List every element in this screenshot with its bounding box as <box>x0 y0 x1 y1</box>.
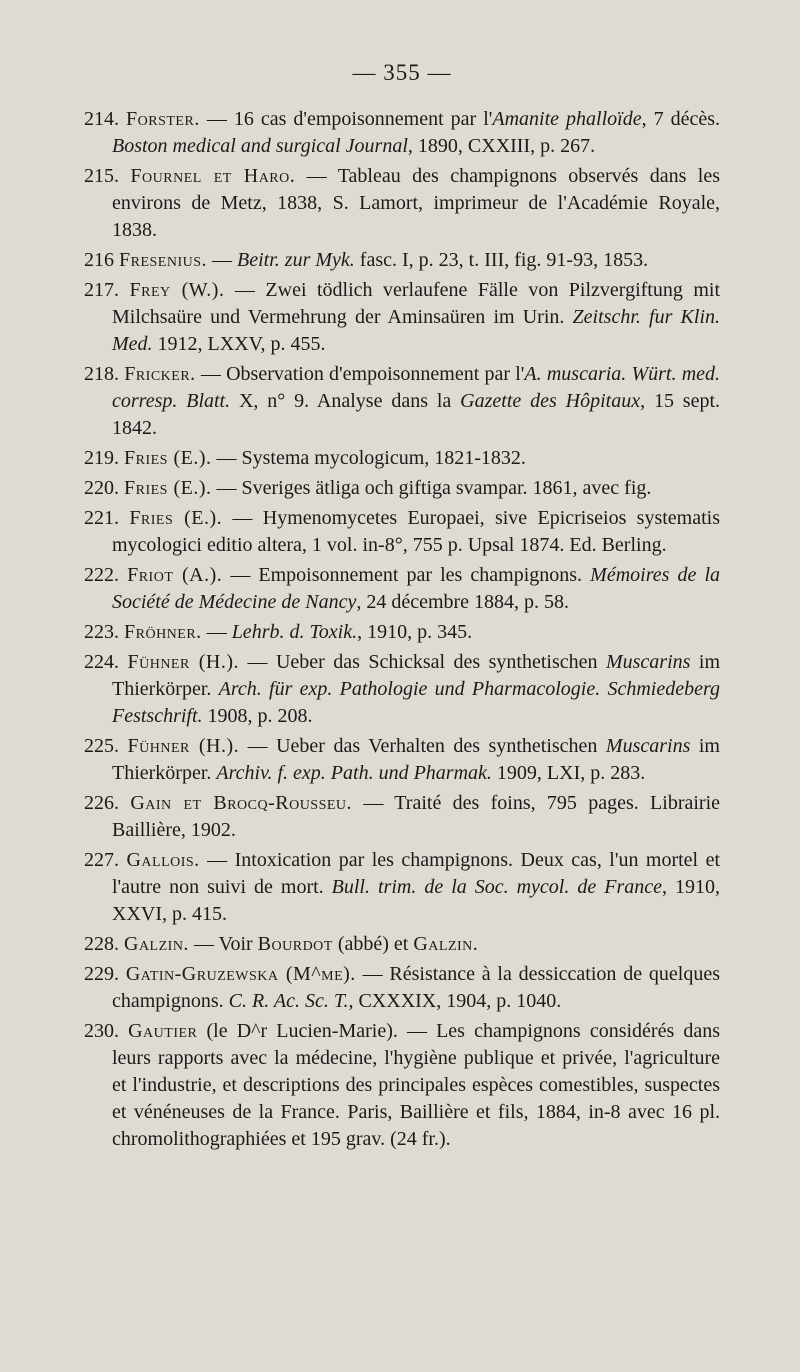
entry-body-text: — Tableau des champignons observés dans les environs de Metz, 1838, S. Lamort, imprimeur de l'Académie Royale, 1838. <box>112 165 720 241</box>
entry-author: Fournel et Haro. <box>130 165 296 187</box>
bibliography-entry <box>84 475 720 502</box>
entry-body-text: Bourdot <box>257 933 333 955</box>
entry-text <box>84 790 720 844</box>
entry-body-text: 1909, LXI, p. 283. <box>491 762 646 784</box>
entry-author: Gautier <box>128 1020 198 1042</box>
entry-body-text: , CXXXIX, 1904, p. 1040. <box>348 990 562 1012</box>
entry-text <box>84 931 720 958</box>
bibliography-entry <box>84 505 720 559</box>
entry-number: 222. <box>84 564 128 586</box>
entry-body-text: , 24 décembre 1884, p. 58. <box>356 591 570 613</box>
entry-author: Frey (W.). <box>129 279 225 301</box>
entry-number: 227. <box>84 849 127 871</box>
entry-number: 220. <box>84 477 124 499</box>
entry-body-text: — Voir <box>188 933 258 955</box>
bibliography-entry <box>84 562 720 616</box>
entry-text <box>84 1018 720 1153</box>
entry-body-text: Galzin. <box>413 933 479 955</box>
entry-number: 221. <box>84 507 130 529</box>
entry-body-text: — Ueber das Schicksal des synthetischen <box>239 651 606 673</box>
entry-number: 225. <box>84 735 128 757</box>
bibliography-entry <box>84 163 720 244</box>
entry-italic-text: Amanite phalloïde <box>492 108 642 130</box>
entry-body-text: (abbé) et <box>332 933 414 955</box>
entry-text <box>84 106 720 160</box>
entry-author: Fühner (H.). <box>127 651 240 673</box>
entry-body-text: , 1910, p. 345. <box>357 621 473 643</box>
bibliography-entry <box>84 106 720 160</box>
entry-italic-text: Beitr. zur Myk. <box>237 249 355 271</box>
entry-italic-text: Bull. trim. de la Soc. mycol. de France <box>331 876 662 898</box>
entry-text <box>84 562 720 616</box>
entry-number: 218. <box>84 363 125 385</box>
entry-text <box>84 847 720 928</box>
entry-text <box>84 649 720 730</box>
entry-number: 229. <box>84 963 126 985</box>
entry-number: 219. <box>84 447 124 469</box>
entry-italic-text: Lehrb. d. Toxik. <box>231 621 358 643</box>
entry-italic-text: Archiv. f. exp. Path. und Pharmak. <box>216 762 492 784</box>
entry-author: Fühner (H.). <box>127 735 240 757</box>
entry-body-text: im Thierkörper. <box>112 651 720 700</box>
entry-author: Friot (A.). <box>127 564 223 586</box>
entry-body-text: (le D^r Lucien-Marie). — Les champignons considérés dans leurs rapports avec la médecine, l'hygiène publique et privée, l'agriculture et l'industrie, et descriptions des principales espèces comestibles, suspectes et vénéneuses de la France. Paris, Baillière et fils, 1884, in-8 avec 16 pl. chromolithographiées et 195 grav. (24 fr.). <box>112 1020 720 1150</box>
bibliography-entry <box>84 649 720 730</box>
bibliography-entry <box>84 790 720 844</box>
bibliography-entry <box>84 961 720 1015</box>
bibliography-entry <box>84 733 720 787</box>
bibliography-entry <box>84 1018 720 1153</box>
entry-author: Fries (E.). <box>124 477 212 499</box>
entry-body-text: X, n° 9. Analyse dans la <box>230 390 461 412</box>
entry-body-text: — Hymenomycetes Europaei, sive Epicriseios systematis mycologici editio altera, 1 vol. in-8°, 755 p. Upsal 1874. Ed. Berling. <box>112 507 720 556</box>
entry-body-text: — <box>207 249 238 271</box>
entry-body-text: , 7 décès. <box>641 108 721 130</box>
entry-body-text: — Intoxication par les champignons. Deux cas, l'un mortel et l'autre non suivi de mort. <box>112 849 721 898</box>
bibliography-entry <box>84 445 720 472</box>
entry-body-text: — Résistance à la dessiccation de quelques champignons. <box>112 963 720 1012</box>
bibliography-entry <box>84 847 720 928</box>
entry-body-text: , 1910, XXVI, p. 415. <box>112 876 720 925</box>
entry-text <box>84 277 720 358</box>
entry-body-text: — Observation d'empoisonnement par l' <box>195 363 525 385</box>
entry-number: 217. <box>84 279 130 301</box>
entry-body-text: — Traité des foins, 795 pages. Librairie Baillière, 1902. <box>112 792 721 841</box>
bibliography-entry <box>84 361 720 442</box>
bibliography-entry <box>84 619 720 646</box>
entry-number: 215. <box>84 165 131 187</box>
entry-body-text: — Zwei tödlich verlaufene Fälle von Pilzvergiftung mit Milchsaüre und Vermehrung der Aminsaüren im Urin. <box>112 279 721 328</box>
entry-body-text: — Sveriges ätliga och giftiga svampar. 1861, avec fig. <box>211 477 652 499</box>
entry-italic-text: Boston medical and surgical Journal <box>112 135 408 157</box>
entry-italic-text: Muscarins <box>605 735 691 757</box>
entry-body-text: — <box>201 621 232 643</box>
entry-body-text: , 15 sept. 1842. <box>112 390 721 439</box>
entry-body-text: — Systema mycologicum, 1821-1832. <box>211 447 526 469</box>
entry-author: Fries (E.). <box>129 507 223 529</box>
entry-body-text: , 1890, CXXIII, p. 267. <box>407 135 596 157</box>
entry-text <box>84 961 720 1015</box>
entry-author: Gallois. <box>126 849 200 871</box>
entry-author: Forster. <box>126 108 200 130</box>
bibliography-entry <box>84 931 720 958</box>
entry-body-text: im Thierkörper. <box>112 735 720 784</box>
entry-author: Fries (E.). <box>124 447 212 469</box>
entry-italic-text: Mémoires de la Société de Médecine de Nancy <box>112 564 721 613</box>
entry-italic-text: A. muscaria. Würt. med. corresp. Blatt. <box>112 363 721 412</box>
entry-author: Galzin. <box>124 933 189 955</box>
entry-body-text: — Ueber das Verhalten des synthetischen <box>239 735 606 757</box>
page-number: — 355 — <box>352 60 452 85</box>
entry-text <box>84 733 720 787</box>
entry-text <box>84 361 720 442</box>
entry-italic-text: Zeitschr. fur Klin. Med. <box>112 306 720 355</box>
entry-author: Gain et Brocq-Rousseu. <box>130 792 353 814</box>
entry-text <box>84 163 720 244</box>
bibliography-entry <box>84 247 720 274</box>
entry-number: 216 <box>84 249 119 271</box>
entry-number: 228. <box>84 933 124 955</box>
entry-text <box>84 247 720 274</box>
entry-italic-text: Gazette des Hôpitaux <box>460 390 641 412</box>
entry-author: Fröhner. <box>124 621 202 643</box>
entry-number: 226. <box>84 792 131 814</box>
entry-number: 230. <box>84 1020 129 1042</box>
entry-author: Fricker. <box>124 363 196 385</box>
bibliography-entry <box>84 277 720 358</box>
entry-text <box>84 505 720 559</box>
entry-italic-text: C. R. Ac. Sc. T. <box>228 990 349 1012</box>
entry-text <box>84 619 720 646</box>
entry-body-text: — Empoisonnement par les champignons. <box>222 564 591 586</box>
entry-author: Gatin-Gruzewska (M^me). <box>125 963 356 985</box>
entry-number: 224. <box>84 651 128 673</box>
entry-number: 223. <box>84 621 124 643</box>
entry-number: 214. <box>84 108 127 130</box>
entry-body-text: 1912, LXXV, p. 455. <box>152 333 326 355</box>
entry-body-text: 1908, p. 208. <box>202 705 313 727</box>
entry-author: Fresenius. <box>119 249 208 271</box>
bibliography-list <box>84 106 720 1153</box>
entry-body-text: — 16 cas d'empoisonnement par l' <box>199 108 493 130</box>
entry-text <box>84 475 720 502</box>
entry-italic-text: Muscarins <box>605 651 691 673</box>
entry-body-text: fasc. I, p. 23, t. III, fig. 91-93, 1853. <box>354 249 649 271</box>
entry-italic-text: Arch. für exp. Pathologie und Pharmacologie. Schmiedeberg Festschrift. <box>112 678 720 727</box>
entry-text <box>84 445 720 472</box>
